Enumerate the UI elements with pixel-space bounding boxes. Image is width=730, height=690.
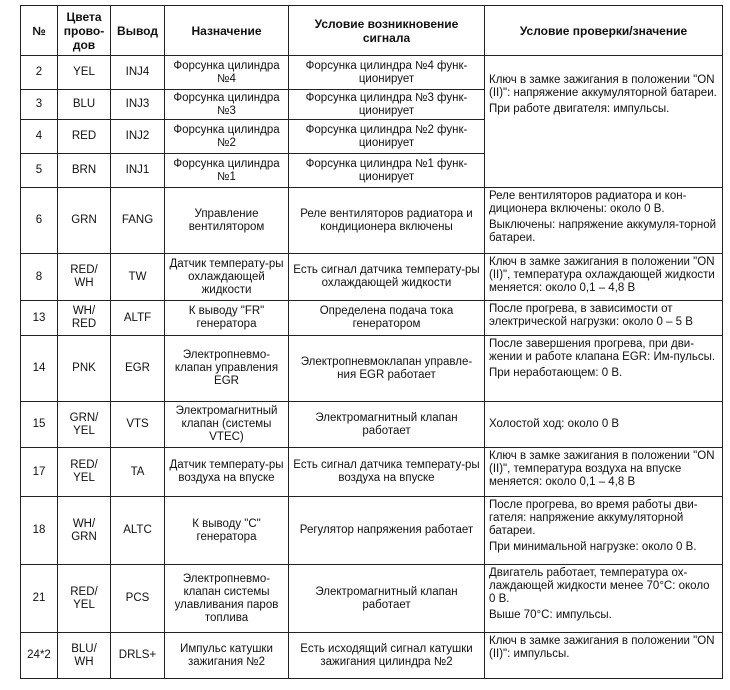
check-line: Выше 70°C: импульсы. bbox=[489, 609, 612, 621]
check-line: При неработающем: 0 В. bbox=[489, 367, 623, 379]
cell-check bbox=[485, 565, 723, 633]
cell-condition: Электромагнитный клапан работает bbox=[289, 565, 485, 633]
cell-purpose: Импульс катушки зажигания №2 bbox=[165, 633, 289, 679]
cell-purpose: Электромагнитный клапан (системы VTEC) bbox=[165, 402, 289, 448]
table-row bbox=[21, 448, 723, 497]
cell-condition: Форсунка цилиндра №4 функ-ционирует bbox=[289, 56, 485, 90]
cell-color: BRN bbox=[58, 154, 111, 188]
table-row bbox=[21, 402, 723, 448]
cell-num: 5 bbox=[21, 154, 58, 188]
cell-num: 13 bbox=[21, 301, 58, 336]
header-purpose: Назначение bbox=[165, 6, 289, 56]
cell-condition: Есть сигнал датчика температу-ры воздуха на впуске bbox=[289, 448, 485, 497]
check-line: Ключ в замке зажигания в положении "ON (II)", температура охлаждающей жидкости меняется: около 0,1 – 4,8 В bbox=[489, 256, 715, 294]
cell-num: 18 bbox=[21, 497, 58, 565]
table-row bbox=[21, 301, 723, 336]
cell-num: 15 bbox=[21, 402, 58, 448]
cell-condition: Форсунка цилиндра №3 функ-ционирует bbox=[289, 90, 485, 120]
cell-num: 21 bbox=[21, 565, 58, 633]
cell-purpose: Электропневмо-клапан системы улавливания паров топлива bbox=[165, 565, 289, 633]
cell-pin: EGR bbox=[111, 336, 165, 402]
cell-pin: INJ1 bbox=[111, 154, 165, 188]
check-line: Выключены: напряжение аккумуля-торной батареи. bbox=[489, 219, 717, 244]
cell-purpose: Датчик температу-ры воздуха на впуске bbox=[165, 448, 289, 497]
cell-check bbox=[485, 497, 723, 565]
cell-condition: Форсунка цилиндра №2 функ-ционирует bbox=[289, 120, 485, 154]
cell-check-injectors bbox=[485, 56, 723, 188]
cell-color: RED/ WH bbox=[58, 254, 111, 301]
cell-pin: ALTC bbox=[111, 497, 165, 565]
table-row bbox=[21, 633, 723, 679]
cell-color: BLU/ WH bbox=[58, 633, 111, 679]
cell-check bbox=[485, 448, 723, 497]
cell-pin: TW bbox=[111, 254, 165, 301]
cell-purpose: К выводу "FR" генератора bbox=[165, 301, 289, 336]
cell-color: PNK bbox=[58, 336, 111, 402]
cell-pin: FANG bbox=[111, 188, 165, 254]
cell-condition: Электропневмоклапан управле-ния EGR работает bbox=[289, 336, 485, 402]
cell-condition: Есть сигнал датчика температу-ры охлаждающей жидкости bbox=[289, 254, 485, 301]
cell-pin: TA bbox=[111, 448, 165, 497]
check-line: Холостой ход: около 0 В bbox=[489, 417, 620, 430]
ecu-pinout-table bbox=[20, 5, 723, 679]
header-signal-condition: Условие возникновение сигнала bbox=[289, 6, 485, 56]
cell-check bbox=[485, 254, 723, 301]
cell-color: RED bbox=[58, 120, 111, 154]
check-line: Ключ в замке зажигания в положении "ON (II)": импульсы. bbox=[489, 635, 715, 660]
cell-num: 17 bbox=[21, 448, 58, 497]
cell-color: WH/ GRN bbox=[58, 497, 111, 565]
cell-num: 6 bbox=[21, 188, 58, 254]
cell-pin: INJ3 bbox=[111, 90, 165, 120]
cell-condition: Форсунка цилиндра №1 функ-ционирует bbox=[289, 154, 485, 188]
cell-color: WH/ RED bbox=[58, 301, 111, 336]
cell-num: 3 bbox=[21, 90, 58, 120]
table-row bbox=[21, 56, 723, 90]
cell-num: 24*2 bbox=[21, 633, 58, 679]
cell-pin: PCS bbox=[111, 565, 165, 633]
cell-condition: Регулятор напряжения работает bbox=[289, 497, 485, 565]
cell-num: 4 bbox=[21, 120, 58, 154]
cell-pin: INJ2 bbox=[111, 120, 165, 154]
header-check-condition: Условие проверки/значение bbox=[485, 6, 723, 56]
cell-check bbox=[485, 633, 723, 679]
table-row bbox=[21, 497, 723, 565]
check-line: После прогрева, в зависимости от электрической нагрузки: около 0 – 5 В bbox=[489, 303, 693, 328]
header-row bbox=[21, 6, 723, 56]
cell-color: RED/ YEL bbox=[58, 448, 111, 497]
check-line: При минимальной нагрузке: около 0 В. bbox=[489, 541, 697, 553]
cell-pin: DRLS+ bbox=[111, 633, 165, 679]
check-line: Ключ в замке зажигания в положении "ON (II)": напряжение аккумуляторной батареи. bbox=[489, 74, 717, 99]
cell-purpose: К выводу "С" генератора bbox=[165, 497, 289, 565]
check-line: Ключ в замке зажигания в положении "ON (II)", температура воздуха на впуске меняется: около 0,1 – 4,8 В bbox=[489, 450, 715, 488]
cell-color: BLU bbox=[58, 90, 111, 120]
check-line: Двигатель работает, температура ох-лаждающей жидкости менее 70°C: около 0 В. bbox=[489, 567, 710, 605]
check-line: Реле вентиляторов радиатора и кон-диционера включены: около 0 В. bbox=[489, 190, 687, 215]
cell-check bbox=[485, 336, 723, 402]
cell-purpose: Форсунка цилиндра №1 bbox=[165, 154, 289, 188]
header-wire-color: Цвета прово-дов bbox=[58, 6, 111, 56]
header-num: № bbox=[21, 6, 58, 56]
check-line: После прогрева, во время работы дви-гателя: напряжение аккумуляторной батареи. bbox=[489, 499, 698, 537]
cell-condition: Есть исходящий сигнал катушки зажигания цилиндра №2 bbox=[289, 633, 485, 679]
cell-check bbox=[485, 402, 723, 448]
check-line: После завершения прогрева, при дви-жении и работе клапана EGR: Им-пульсы. bbox=[489, 338, 716, 363]
cell-pin: ALTF bbox=[111, 301, 165, 336]
table-row bbox=[21, 254, 723, 301]
cell-check bbox=[485, 301, 723, 336]
cell-purpose: Форсунка цилиндра №3 bbox=[165, 90, 289, 120]
cell-purpose: Датчик температу-ры охлаждающей жидкости bbox=[165, 254, 289, 301]
cell-purpose: Форсунка цилиндра №2 bbox=[165, 120, 289, 154]
pinout-table-wrapper bbox=[20, 5, 723, 679]
cell-condition: Реле вентиляторов радиатора и кондиционера включены bbox=[289, 188, 485, 254]
cell-num: 2 bbox=[21, 56, 58, 90]
cell-purpose: Управление вентилятором bbox=[165, 188, 289, 254]
cell-purpose: Электропневмо-клапан управления EGR bbox=[165, 336, 289, 402]
cell-condition: Электромагнитный клапан работает bbox=[289, 402, 485, 448]
cell-pin: INJ4 bbox=[111, 56, 165, 90]
cell-color: GRN bbox=[58, 188, 111, 254]
check-line: При работе двигателя: импульсы. bbox=[489, 103, 670, 115]
header-pin: Вывод bbox=[111, 6, 165, 56]
cell-color: RED/ YEL bbox=[58, 565, 111, 633]
cell-purpose: Форсунка цилиндра №4 bbox=[165, 56, 289, 90]
table-row bbox=[21, 336, 723, 402]
cell-color: YEL bbox=[58, 56, 111, 90]
cell-pin: VTS bbox=[111, 402, 165, 448]
table-row bbox=[21, 188, 723, 254]
cell-color: GRN/ YEL bbox=[58, 402, 111, 448]
cell-check bbox=[485, 188, 723, 254]
cell-num: 14 bbox=[21, 336, 58, 402]
cell-num: 8 bbox=[21, 254, 58, 301]
cell-condition: Определена подача тока генератором bbox=[289, 301, 485, 336]
table-row bbox=[21, 565, 723, 633]
